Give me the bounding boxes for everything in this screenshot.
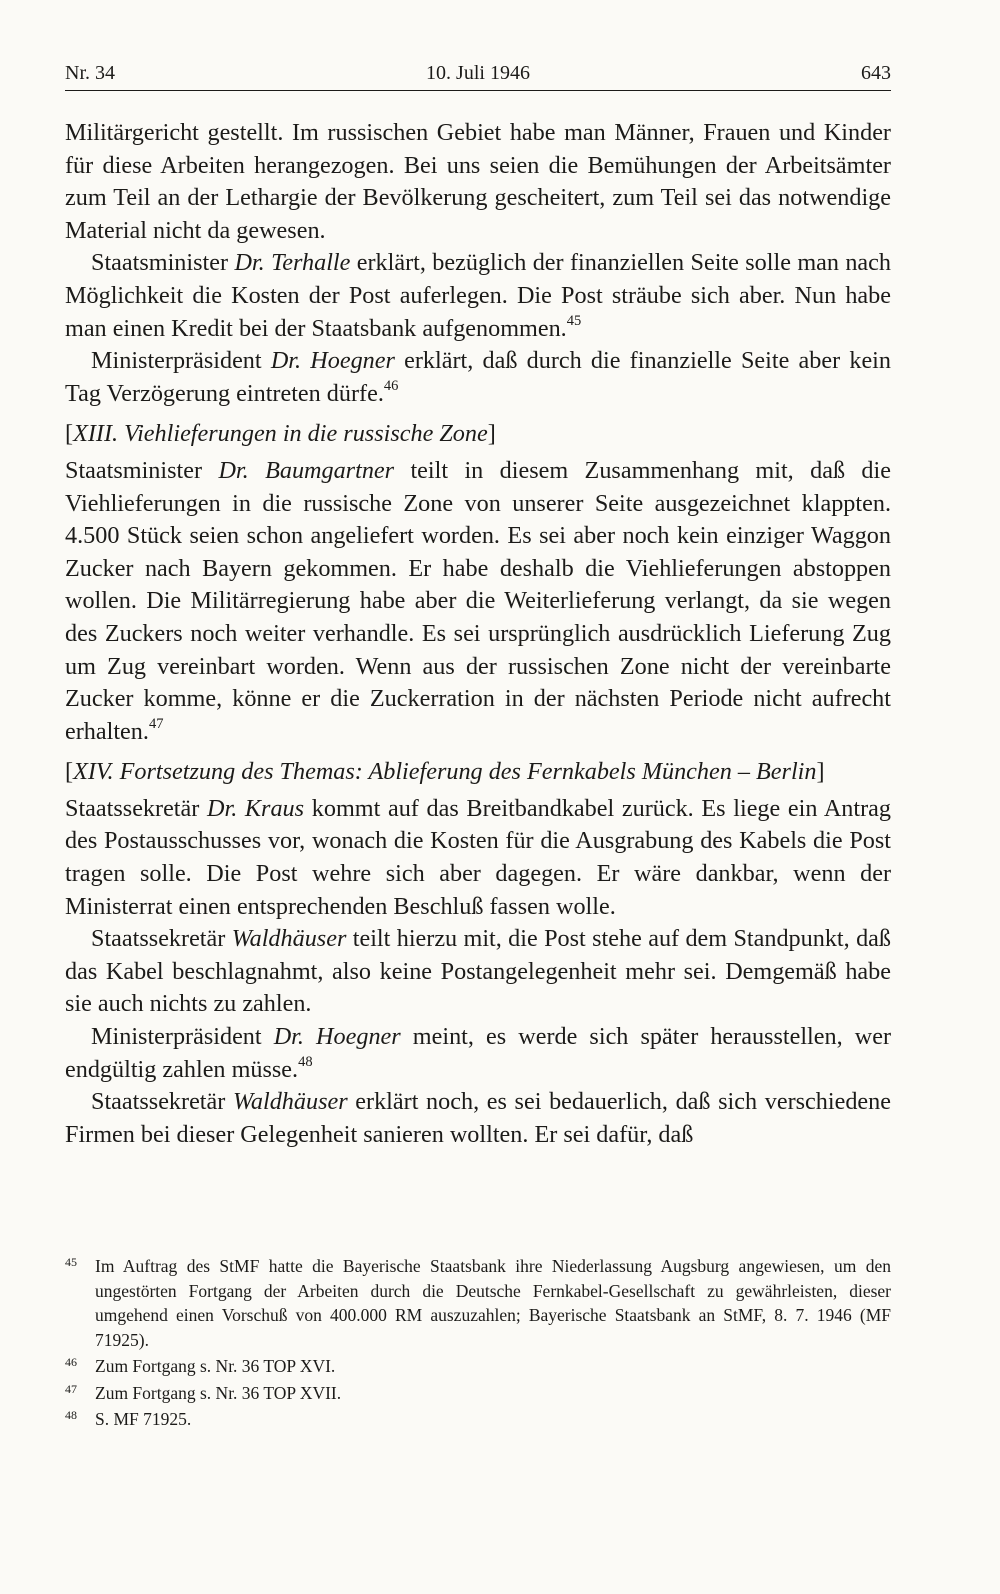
speaker-name: Waldhäuser [231, 925, 347, 953]
paragraph: Ministerpräsident Dr. Hoegner erklärt, daß durch die finanzielle Seite aber kein Tag Verzögerung eintreten dürfe.$^{46}$ [65, 347, 891, 407]
speaker-name: Waldhäuser [232, 1088, 348, 1116]
footnote-text: Zum Fortgang s. Nr. 36 TOP XVII. [95, 1382, 342, 1403]
footnote-ref: 48 [298, 1053, 313, 1070]
footnote-ref: 45 [566, 312, 582, 329]
speaker-name: Dr. Baumgartner [218, 456, 395, 484]
running-header [65, 60, 891, 91]
paragraph: Ministerpräsident Dr. Hoegner meint, es werde sich später herausstellen, wer endgültig zahlen müsse.$^{48}$ [65, 1023, 891, 1083]
speaker-name: Dr. Kraus [207, 794, 305, 822]
body-text [65, 117, 891, 1151]
footnote-number: 47 [65, 1381, 77, 1396]
footnote-ref: 46 [383, 377, 399, 394]
paragraph: Militärgericht gestellt. Im russischen Gebiet habe man Männer, Frauen und Kinder für diese Arbeiten herangezogen. Bei uns seien die Bemühungen der Arbeitsämter zum Teil an der Lethargie der Bevölkerung gescheitert, zum Teil sei das notwendige Material nicht da gewesen. [65, 119, 891, 244]
footnote-text: Zum Fortgang s. Nr. 36 TOP XVI. [95, 1356, 336, 1376]
document-number: Nr. 34 [65, 62, 115, 84]
footnote [65, 1381, 891, 1406]
footnote-number: 48 [65, 1408, 77, 1422]
footnote-ref: 47 [148, 715, 164, 732]
paragraph: Staatsminister Dr. Terhalle erklärt, bezüglich der finanziellen Seite solle man nach Möglichkeit die Kosten der Post auferlegen. Die Post sträube sich aber. Nun habe man einen Kredit bei der Staatsbank aufgenommen.$^{45}$ [65, 249, 891, 342]
section-heading: [XIV. Fortsetzung des Themas: Ablieferung des Fernkabels München – Berlin] [65, 758, 825, 786]
page-number: 643 [861, 62, 891, 84]
header-date: 10. Juli 1946 [426, 62, 530, 84]
footnote-text: Im Auftrag des StMF hatte die Bayerische Staatsbank ihre Niederlassung Augsburg angewiesen, um den ungestörten Fortgang der Arbeiten durch die Deutsche Fernkabel-Gesellschaft zu gewährleisten, dieser umgehend einen Vorschuß von 400.000 RM auszuzahlen; Bayerische Staatsbank an StMF, 8. 7. 1946 (MF 71925). [95, 1256, 891, 1350]
footnote [65, 1407, 891, 1432]
footnote-text: S. MF 71925. [95, 1409, 192, 1429]
section-heading: [XIII. Viehlieferungen in die russische Zone] [65, 420, 496, 448]
speaker-name: Dr. Hoegner [273, 1023, 401, 1051]
speaker-name: Dr. Terhalle [234, 249, 351, 277]
footnote [65, 1254, 891, 1352]
footnote [65, 1354, 891, 1379]
speaker-name: Dr. Hoegner [270, 347, 395, 375]
paragraph: Staatssekretär Waldhäuser teilt hierzu mit, die Post stehe auf dem Standpunkt, daß das Kabel beschlagnahmt, also keine Postangelegenheit mehr sei. Demgemäß habe sie auch nichts zu zahlen. [65, 925, 891, 1018]
paragraph: Staatssekretär Waldhäuser erklärt noch, es sei bedauerlich, daß sich verschiedene Firmen bei dieser Gelegenheit sanieren wollten. Er sei dafür, daß [65, 1088, 891, 1148]
paragraph: Staatsminister Dr. Baumgartner teilt in diesem Zusammenhang mit, daß die Viehlieferungen in die russische Zone von unserer Seite ausgezeichnet klappten. 4.500 Stück seien schon angeliefert worden. Es sei aber noch kein einziger Waggon Zucker nach Bayern gekommen. Er habe deshalb die Viehlieferungen abstoppen wollen. Die Militärregierung habe aber die Weiterlieferung verlangt, da sie wegen des Zuckers noch weiter verhandle. Es sei ursprünglich ausdrücklich Lieferung Zug um Zug vereinbart worden. Wenn aus der russischen Zone nicht der vereinbarte Zucker komme, könne er die Zuckerration in der nächsten Periode nicht aufrecht erhalten.$^{47}$ [65, 456, 891, 745]
footnotes [65, 1254, 891, 1434]
footnote-number: 46 [65, 1355, 77, 1369]
footnote-number: 45 [65, 1255, 77, 1269]
paragraph: Staatssekretär Dr. Kraus kommt auf das Breitbandkabel zurück. Es liege ein Antrag des Postausschusses vor, wonach die Kosten für die Ausgrabung des Kabels die Post tragen solle. Die Post wehre sich aber dagegen. Er wäre dankbar, wenn der Ministerrat einen entsprechenden Beschluß fassen wolle. [65, 794, 891, 920]
